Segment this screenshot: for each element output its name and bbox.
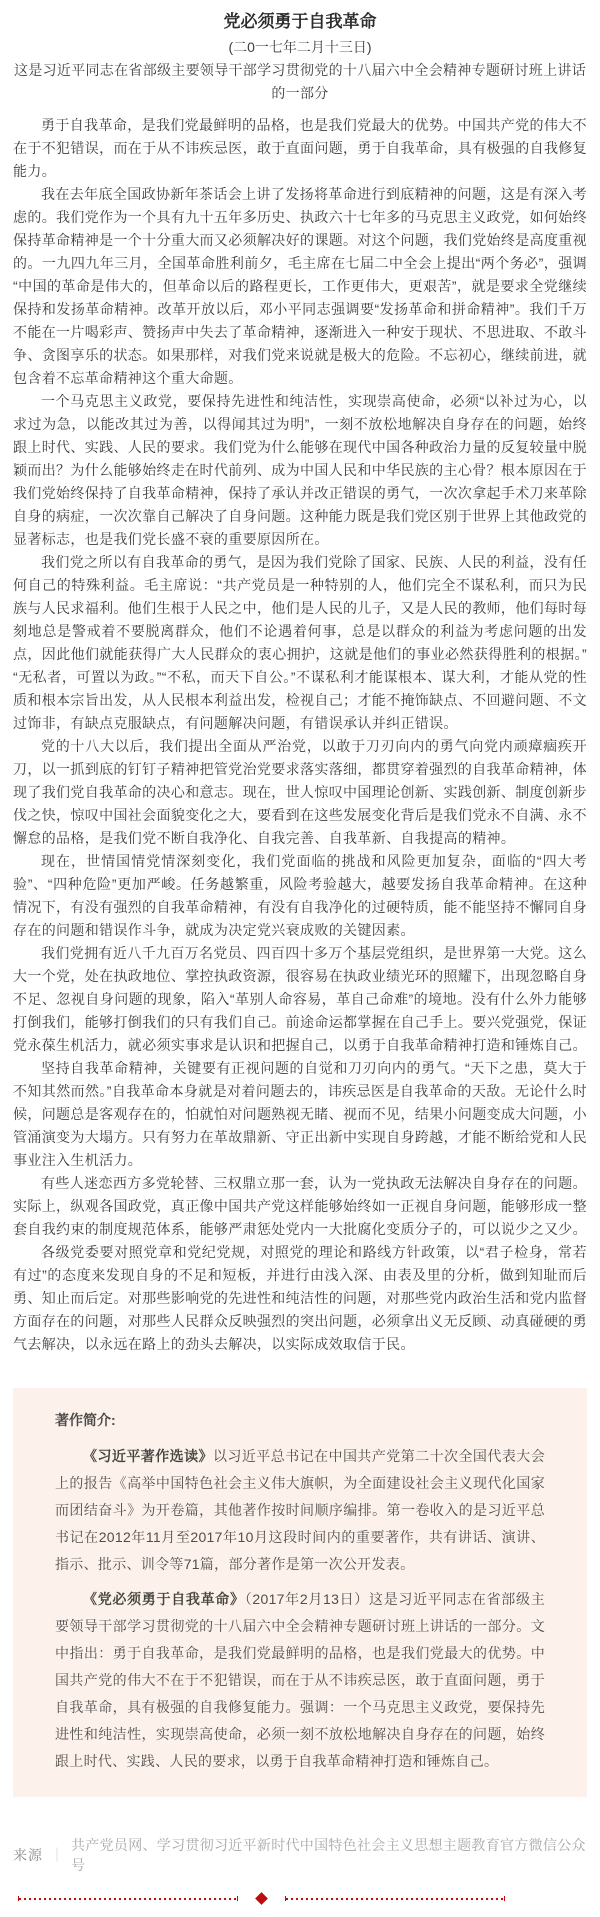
body-paragraph-1: 勇于自我革命，是我们党最鲜明的品格，也是我们党最大的优势。中国共产党的伟大不在于不犯错误，而在于从不讳疾忌医，敢于直面问题，勇于自我革命，具有极强的自我修复能力。 [13, 117, 587, 179]
article-subtitle: 这是习近平同志在省部级主要领导干部学习贯彻党的十八届六中全会精神专题研讨班上讲话的一部分 [14, 62, 586, 101]
divider-dotted-line-right [285, 1896, 505, 1901]
body-paragraph-3: 一个马克思主义政党，要保持先进性和纯洁性，实现崇高使命，必须“以补过为心，以求过为急，以能改其过为善，以得闻其过为明”，一刻不放松地解决自身存在的问题，始终跟上时代、实践、人民的要求。我们党为什么能够在现代中国各种政治力量的反复较量中脱颖而出？为什么能够始终走在时代前列、成为中国人民和中华民族的主心骨？根本原因在于我们党始终保持了自我革命精神，保持了承认并改正错误的勇气，一次次拿起手术刀来革除自身的病症，一次次靠自己解决了自身问题。这种能力既是我们党区别于世界上其他政党的显著标志，也是我们党长盛不衰的重要原因所在。 [13, 393, 587, 547]
body-paragraph-8: 坚持自我革命精神，关键要有正视问题的自觉和刀刃向内的勇气。“天下之患，莫大于不知其然而然。”自我革命本身就是对着问题去的，讳疾忌医是自我革命的天敌。无论什么时候，问题总是客观存在的，怕就怕对问题熟视无睹、视而不见，结果小问题变成大问题，小管涌演变为大塌方。只有努力在革故鼎新、守正出新中实现自身跨越，才能不断给党和人民事业注入生机活力。 [13, 1060, 587, 1168]
body-paragraph-9: 有些人迷恋西方多党轮替、三权鼎立那一套，认为一党执政无法解决自身存在的问题。实际上，纵观各国政党，真正像中国共产党这样能够始终如一正视自身问题，能够形成一整套自我约束的制度规范体系，能够严肃惩处党内一大批腐化变质分子的，可以说少之又少。 [13, 1175, 587, 1237]
intro-paragraph-2-text: （2017年2月13日）这是习近平同志在省部级主要领导干部学习贯彻党的十八届六中全会精神专题研讨班上讲话的一部分。文中指出：勇于自我革命，是我们党最鲜明的品格，也是我们党最大的优势。中国共产党的伟大不在于不犯错误，而在于从不讳疾忌医，敢于直面问题，勇于自我革命，具有极强的自我修复能力。强调：一个马克思主义政党，要保持先进性和纯洁性，实现崇高使命，必须一刻不放松地解决自身存在的问题，始终跟上时代、实践、人民的要求，以勇于自我革命精神打造和锤炼自己。 [55, 1591, 545, 1769]
book-title-geming: 《党必须勇于自我革命》 [83, 1591, 245, 1607]
decorative-divider [18, 1894, 505, 1903]
body-paragraph-2: 我在去年底全国政协新年茶话会上讲了发扬将革命进行到底精神的问题，这是有深入考虑的。我们党作为一个具有九十五年多历史、执政六十七年多的马克思主义政党，如何始终保持革命精神是一个十分重大而又必须解决好的课题。对这个问题，我们党始终是高度重视的。一九四九年三月，全国革命胜利前夕，毛主席在七届二中全会上提出“两个务必”，强调“中国的革命是伟大的，但革命以后的路程更长，工作更伟大，更艰苦”，就是要求全党继续保持和发扬革命精神。改革开放以后，邓小平同志强调要“发扬革命和拼命精神”。我们千万不能在一片喝彩声、赞扬声中失去了革命精神，逐渐进入一种安于现状、不思进取、不敢斗争、贪图享乐的状态。如果那样，对我们党来说就是极大的危险。不忘初心，继续前进，就包含着不忘革命精神这个重大命题。 [13, 186, 587, 386]
body-paragraph-5: 党的十八大以后，我们提出全面从严治党，以敢于刀刃向内的勇气向党内顽瘴痼疾开刀，以一抓到底的钉钉子精神把管党治党要求落实落细，都贯穿着强烈的自我革命精神，体现了我们党自我革命的决心和意志。现在，世人惊叹中国理论创新、实践创新、制度创新步伐之快，惊叹中国社会面貌变化之大，要看到在这些发展变化背后是我们党永不自满、永不懈怠的品格，是我们党不断自我净化、自我完善、自我革新、自我提高的精神。 [13, 738, 587, 846]
article-title: 党必须勇于自我革命 [223, 12, 377, 31]
article-date: (二0一七年二月十三日) [228, 39, 372, 55]
body-paragraph-10: 各级党委要对照党章和党纪党规，对照党的理论和路线方针政策，以“君子检身，常若有过”的态度来发现自身的不足和短板，并进行由浅入深、由表及里的分析，做到知耻而后勇、知止而后定。对那些影响党的先进性和纯洁性的问题，对那些党内政治生活和党内监督方面存在的问题，对那些人民群众反映强烈的突出问题，必须拿出义无反顾、动真碰硬的勇气去解决，以永远在路上的劲头去解决，以实际成效取信于民。 [13, 1244, 587, 1352]
intro-paragraph-2 [55, 1586, 545, 1775]
intro-paragraph-1-text: 以习近平总书记在中国共产党第二十次全国代表大会上的报告《高举中国特色社会主义伟大旗帜，为全面建设社会主义现代化国家而团结奋斗》为开卷篇，其他著作按时间顺序编排。第一卷收入的是习近平总书记在2012年11月至2017年10月这段时间内的重要著作，共有讲话、演讲、指示、批示、训令等71篇，部分著作是第一次公开发表。 [55, 1448, 545, 1572]
body-paragraph-7: 我们党拥有近八千九百万名党员、四百四十多万个基层党组织，是世界第一大党。这么大一个党，处在执政地位、掌控执政资源，很容易在执政业绩光环的照耀下，出现忽略自身不足、忽视自身问题的现象，陷入“革别人命容易，革自己命难”的境地。没有什么外力能够打倒我们，能够打倒我们的只有我们自己。前途命运都掌握在自己手上。要兴党强党，保证党永葆生机活力，就必须实事求是认识和把握自己，以勇于自我革命精神打造和锤炼自己。 [13, 945, 587, 1053]
source-row [13, 1835, 587, 1875]
divider-dotted-line-left [18, 1896, 238, 1901]
intro-paragraph-1 [55, 1443, 545, 1578]
body-paragraph-4: 我们党之所以有自我革命的勇气，是因为我们党除了国家、民族、人民的利益，没有任何自己的特殊利益。毛主席说：“共产党员是一种特别的人，他们完全不谋私利，而只为民族与人民求福利。他们生根于人民之中，他们是人民的儿子，又是人民的教师，他们每时每刻地总是警戒着不要脱离群众，他们不论遇着何事，总是以群众的利益为考虑问题的出发点，因此他们就能获得广大人民群众的衷心拥护，这就是他们的事业必然获得胜利的根据。”“无私者，可置以为政。”“不私，而天下自公。”不谋私利才能谋根本、谋大利，才能从党的性质和根本宗旨出发，从人民根本利益出发，检视自己；才能不掩饰缺点、不回避问题、不文过饰非，有缺点克服缺点，有问题解决问题，有错误承认并纠正错误。 [13, 554, 587, 731]
body-paragraph-6: 现在，世情国情党情深刻变化，我们党面临的挑战和风险更加复杂，面临的“四大考验”、“四种危险”更加严峻。任务越繁重，风险考验越大，越要发扬自我革命精神。在这种情况下，有没有强烈的自我革命精神，有没有自我净化的过硬特质，能不能坚持不懈同自身存在的问题和错误作斗争，就成为决定党兴衰成败的关键因素。 [13, 853, 587, 938]
book-title-xuandu: 《习近平著作选读》 [83, 1448, 213, 1464]
source-separator: ｜ [50, 1847, 64, 1863]
source-text: 共产党员网、学习贯彻习近平新时代中国特色社会主义思想主题教育官方微信公众号 [71, 1837, 586, 1873]
diamond-icon [255, 1892, 268, 1905]
article-body [13, 114, 587, 1356]
book-intro-box [13, 1388, 587, 1797]
source-label: 来源 [13, 1847, 43, 1863]
intro-box-heading: 著作简介: [55, 1412, 116, 1428]
